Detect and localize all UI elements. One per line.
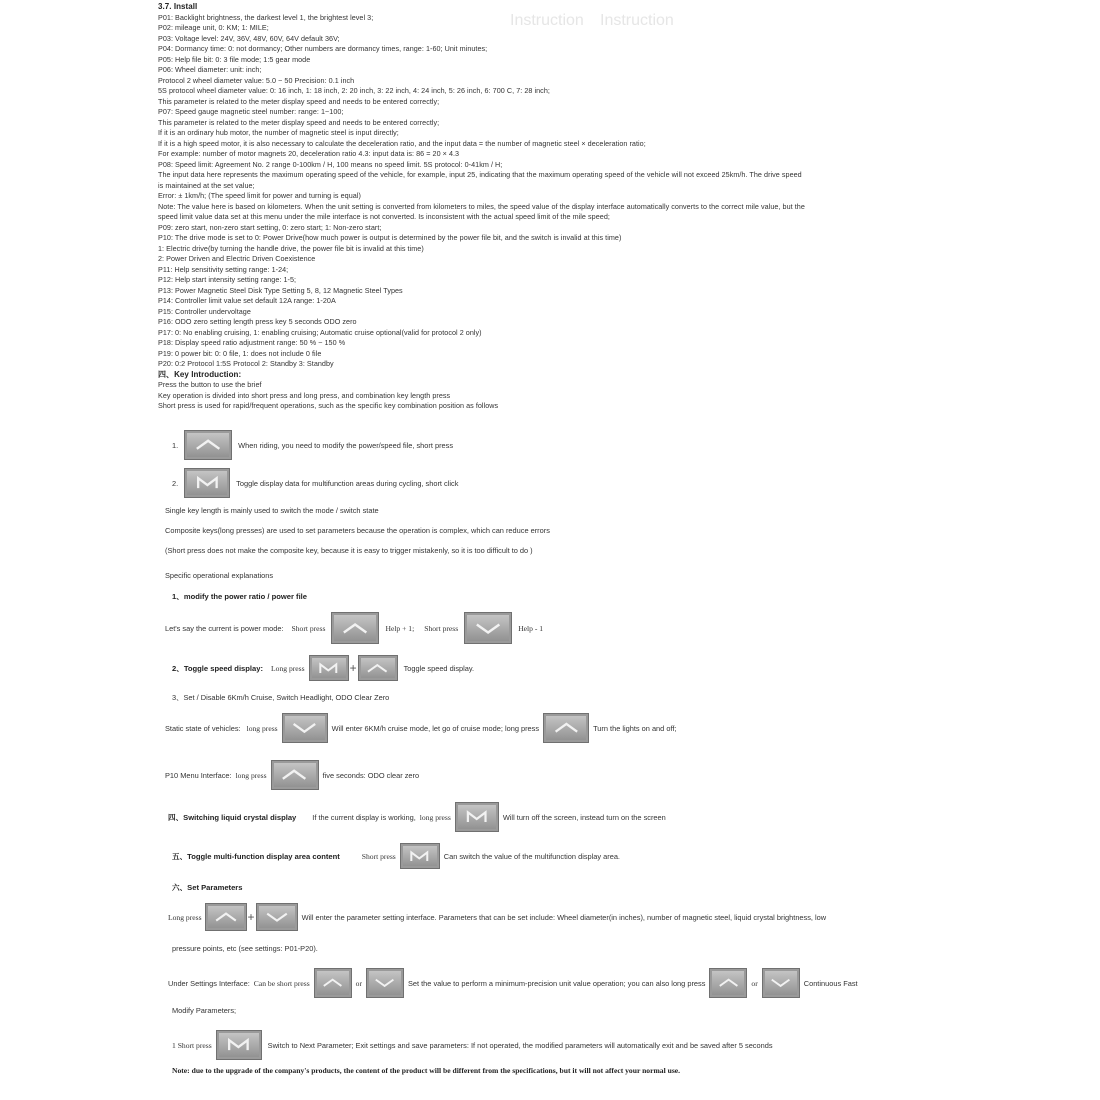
install-line: Error: ± 1km/h; (The speed limit for power and turning is equal) xyxy=(158,191,361,200)
display-working-text: If the current display is working, xyxy=(312,812,416,822)
install-line: P01: Backlight brightness, the darkest level 1, the brightest level 3; xyxy=(158,12,374,22)
key-2-description: Toggle display data for multifunction areas during cycling, short click xyxy=(236,478,459,488)
install-line: P06: Wheel diameter: unit: inch; xyxy=(158,65,262,74)
up-arrow-key-icon xyxy=(314,968,352,998)
install-line: P11: Help sensitivity setting range: 1-24; xyxy=(158,264,289,274)
install-line: 5S protocol wheel diameter value: 0: 16 inch, 1: 18 inch, 2: 20 inch, 3: 22 inch, 4: 24 inch, 5: 26 inch, 6: 700 C, 7: 28 inch; xyxy=(158,86,550,95)
modify-params-text: Modify Parameters; xyxy=(172,1006,237,1015)
install-line: P17: 0: No enabling cruising, 1: enabling cruising; Automatic cruise optional(valid for protocol 2 only) xyxy=(158,327,482,337)
down-arrow-key-icon xyxy=(762,968,800,998)
down-arrow-key-icon xyxy=(366,968,404,998)
short-press-label: 1 Short press xyxy=(172,1040,212,1050)
install-line: P04: Dormancy time: 0: not dormancy; Other numbers are dormancy times, range: 1-60; Unit minutes; xyxy=(158,44,488,53)
or-text: or xyxy=(751,978,758,988)
key-row-2 xyxy=(172,468,458,498)
m-key-icon xyxy=(216,1030,262,1060)
install-line: For example: number of motor magnets 20, deceleration ratio 4.3: input data is: 86 = 20 × 4.3 xyxy=(158,149,460,158)
under-settings-row xyxy=(168,968,858,998)
multifunction-row xyxy=(172,843,620,869)
lights-text: Turn the lights on and off; xyxy=(593,723,677,733)
next-param-row xyxy=(172,1030,773,1060)
install-line: Press the button to use the brief xyxy=(158,380,262,389)
install-line: P03: Voltage level: 24V, 36V, 48V, 60V, 64V default 36V; xyxy=(158,33,340,43)
up-arrow-key-icon xyxy=(271,760,319,790)
up-arrow-key-icon xyxy=(331,612,379,644)
down-arrow-key-icon xyxy=(464,612,512,644)
specific-heading: Specific operational explanations xyxy=(165,571,274,580)
short-press-label: Short press xyxy=(361,851,396,861)
m-key-icon xyxy=(455,802,499,832)
install-line: 四、Key Introduction: xyxy=(158,369,242,379)
section-4-title: 四、Switching liquid crystal display xyxy=(168,812,297,822)
p10-menu-text: P10 Menu Interface: xyxy=(165,770,232,780)
install-line: P14: Controller limit value set default 12A range: 1-20A xyxy=(158,296,336,305)
install-line: P05: Help file bit: 0: 3 file mode; 1:5 gear mode xyxy=(158,54,311,64)
long-press-label: Long press xyxy=(168,912,202,922)
install-line: P09: zero start, non-zero start setting, 0: zero start; 1: Non-zero start; xyxy=(158,222,382,232)
install-line: speed limit value data set at this menu under the mile interface is not converted. Is inconsistent with the actual speed limit of the mile speed; xyxy=(158,212,610,221)
single-key-text: Single key length is mainly used to switch the mode / switch state xyxy=(165,506,379,515)
install-line: P10: The drive mode is set to 0: Power Drive(how much power is output is determined by the power file bit, and the switch is invalid at this time) xyxy=(158,233,622,242)
toggle-speed-text: Toggle speed display. xyxy=(403,663,475,673)
install-section xyxy=(158,2,948,412)
p10-row xyxy=(165,760,419,790)
install-line: P08: Speed limit: Agreement No. 2 range 0-100km / H, 100 means no speed limit. 5S protocol: 0-41km / H; xyxy=(158,159,503,169)
under-settings-text: Under Settings Interface: xyxy=(168,978,250,988)
continuous-fast-text: Continuous Fast xyxy=(803,978,858,988)
long-press-label: long press xyxy=(246,723,278,733)
cruise-row xyxy=(165,713,676,743)
m-key-icon xyxy=(184,468,230,498)
install-line: This parameter is related to the meter display speed and needs to be entered correctly; xyxy=(158,96,440,106)
help-plus-text: Help + 1; xyxy=(385,623,415,633)
section-3-title: 3、Set / Disable 6Km/h Cruise, Switch Headlight, ODO Clear Zero xyxy=(172,693,390,702)
install-line: Protocol 2 wheel diameter value: 5.0 ~ 50 Precision: 0.1 inch xyxy=(158,75,355,85)
install-line: P15: Controller undervoltage xyxy=(158,306,251,316)
ghost-heading: Instruction xyxy=(510,12,584,29)
help-minus-text: Help - 1 xyxy=(518,623,544,633)
install-line: If it is a high speed motor, it is also necessary to calculate the deceleration ratio, and the input data = the number of magnetic steel × deceleration ratio; xyxy=(158,138,646,148)
down-arrow-key-icon xyxy=(256,903,298,931)
power-mode-row xyxy=(165,612,543,644)
install-line: P20: 0:2 Protocol 1:5S Protocol 2: Standby 3: Standby xyxy=(158,359,334,368)
install-line: P13: Power Magnetic Steel Disk Type Setting 5, 8, 12 Magnetic Steel Types xyxy=(158,285,403,295)
short-press-label: Can be short press xyxy=(253,978,310,988)
up-arrow-key-icon xyxy=(709,968,747,998)
install-line: 1: Electric drive(by turning the handle drive, the power file bit is invalid at this time) xyxy=(158,243,424,253)
install-line: This parameter is related to the meter display speed and needs to be entered correctly; xyxy=(158,117,440,127)
install-line: Key operation is divided into short press and long press, and combination key length press xyxy=(158,390,451,400)
set-params-row xyxy=(168,903,826,931)
install-line: P18: Display speed ratio adjustment range: 50 % ~ 150 % xyxy=(158,338,346,347)
key-1-description: When riding, you need to modify the power/speed file, short press xyxy=(238,440,454,450)
long-press-label: long press xyxy=(419,812,451,822)
next-param-text: Switch to Next Parameter; Exit settings and save parameters: If not operated, the modified parameters will automatically exit and be saved after 5 seconds xyxy=(267,1040,773,1050)
install-line: If it is an ordinary hub motor, the number of magnetic steel is input directly; xyxy=(158,128,399,137)
param-setting-text: Will enter the parameter setting interface. Parameters that can be set include: Wheel diameter(in inches), number of magnetic steel, liquid crystal brightness, low xyxy=(301,912,827,922)
install-line: 2: Power Driven and Electric Driven Coexistence xyxy=(158,254,316,263)
install-line: Short press is used for rapid/frequent operations, such as the specific key combination position as follows xyxy=(158,401,499,410)
static-state-text: Static state of vehicles: xyxy=(165,723,241,733)
plus-sign: + xyxy=(349,661,357,675)
short-press-note: (Short press does not make the composite key, because it is easy to trigger mistakenly, so it is too difficult to do ) xyxy=(165,546,533,555)
plus-sign: + xyxy=(247,910,255,924)
min-precision-text: Set the value to perform a minimum-precision unit value operation; you can also long press xyxy=(407,978,706,988)
section-heading: 3.7. Install xyxy=(158,2,198,11)
key-row-1 xyxy=(172,430,453,460)
m-key-icon xyxy=(309,655,349,681)
install-line: P19: 0 power bit: 0: 0 file, 1: does not include 0 file xyxy=(158,348,322,358)
section-5-title: 五、Toggle multi-function display area content xyxy=(172,851,340,861)
install-line: P12: Help start intensity setting range: 1-5; xyxy=(158,275,297,284)
install-line: The input data here represents the maximum operating speed of the vehicle, for example, input 25, indicating that the maximum operating speed of the vehicle will not exceed 25km/h. The drive speed xyxy=(158,170,802,179)
multifunction-text: Can switch the value of the multifunction display area. xyxy=(443,851,620,861)
turn-off-text: Will turn off the screen, instead turn on the screen xyxy=(502,812,666,822)
up-arrow-key-icon xyxy=(543,713,589,743)
section-6-title: 六、Set Parameters xyxy=(172,883,243,892)
toggle-speed-row xyxy=(172,655,474,681)
footer-note: Note: due to the upgrade of the company's products, the content of the product will be different from the specifications, but it will not affect your normal use. xyxy=(172,1066,681,1075)
cruise-text: Will enter 6KM/h cruise mode, let go of cruise mode; long press xyxy=(331,723,540,733)
item-number: 1. xyxy=(172,440,179,450)
or-text: or xyxy=(355,978,362,988)
param-setting-text-2: pressure points, etc (see settings: P01-P20). xyxy=(172,944,318,953)
short-press-label: Short press xyxy=(424,623,459,633)
composite-key-text: Composite keys(long presses) are used to set parameters because the operation is complex, which can reduce errors xyxy=(165,526,550,535)
m-key-icon xyxy=(400,843,440,869)
long-press-label: long press xyxy=(235,770,267,780)
section-2-title: 2、Toggle speed display: xyxy=(172,663,264,673)
odo-clear-text: five seconds: ODO clear zero xyxy=(322,770,420,780)
item-number: 2. xyxy=(172,478,179,488)
section-1-title: 1、modify the power ratio / power file xyxy=(172,592,308,601)
up-arrow-key-icon xyxy=(205,903,247,931)
install-line: P02: mileage unit, 0: KM; 1: MILE; xyxy=(158,23,269,32)
up-arrow-key-icon xyxy=(184,430,232,460)
lcd-row xyxy=(168,802,666,832)
install-line: is maintained at the set value; xyxy=(158,180,255,190)
long-press-label: Long press xyxy=(271,663,305,673)
ghost-heading: Instruction xyxy=(600,12,674,29)
power-mode-text: Let's say the current is power mode: xyxy=(165,623,284,633)
short-press-label: Short press xyxy=(291,623,326,633)
up-arrow-key-icon xyxy=(358,655,398,681)
install-line: Note: The value here is based on kilometers. When the unit setting is converted from kilometers to miles, the speed value of the display interface automatically converts to the correct mile value, but the xyxy=(158,201,805,211)
install-line: P16: ODO zero setting length press key 5 seconds ODO zero xyxy=(158,317,357,326)
install-line: P07: Speed gauge magnetic steel number: range: 1~100; xyxy=(158,107,344,116)
down-arrow-key-icon xyxy=(282,713,328,743)
